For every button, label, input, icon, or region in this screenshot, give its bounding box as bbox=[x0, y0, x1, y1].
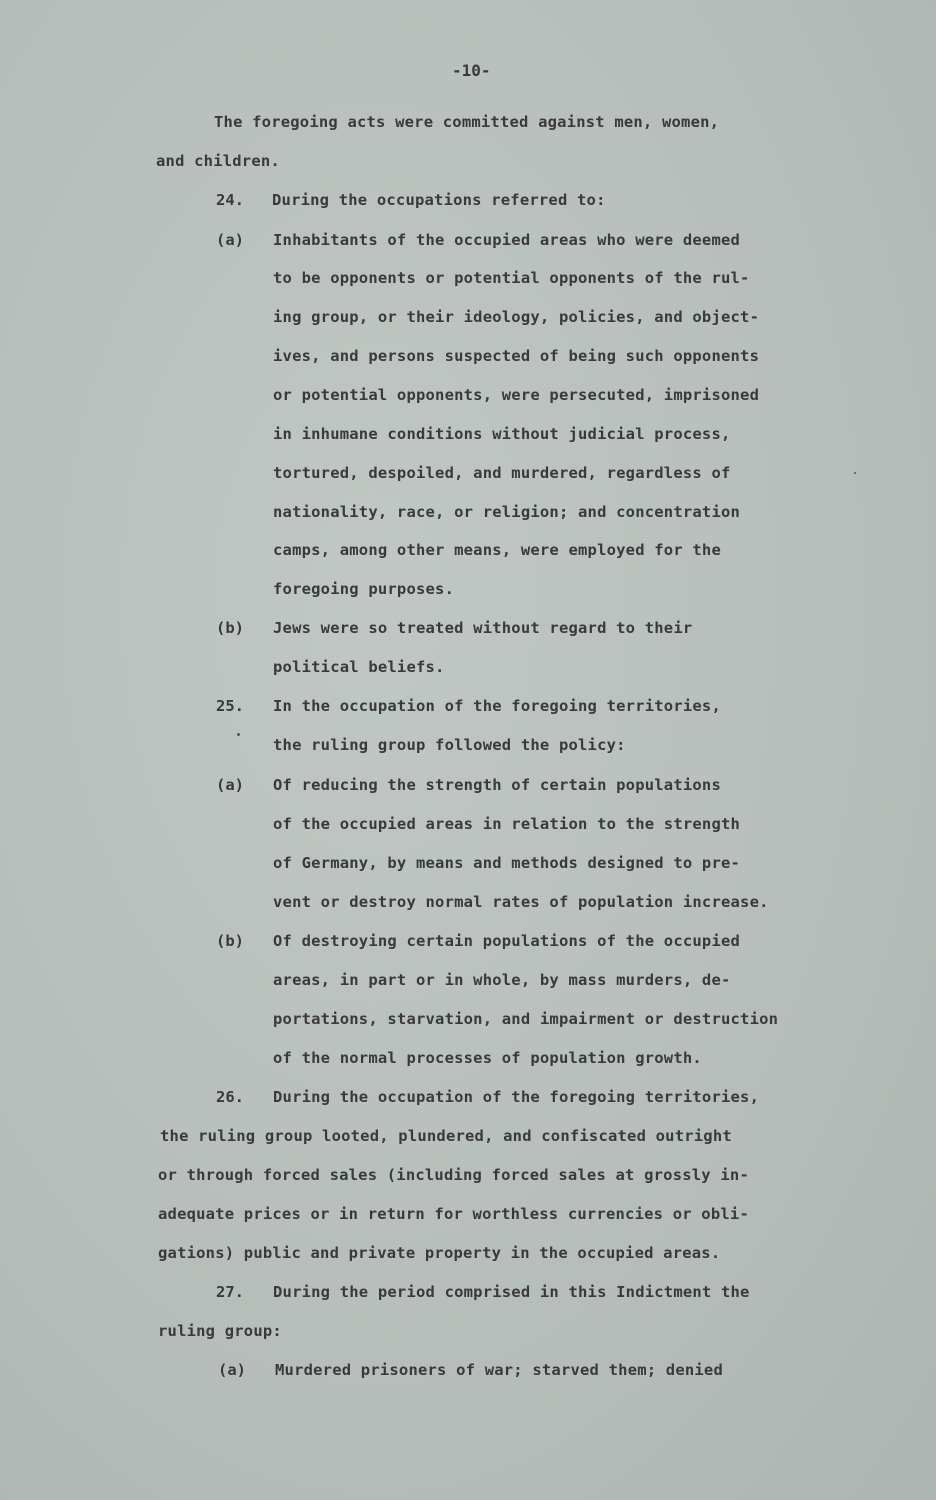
text-line: In the occupation of the foregoing territories, bbox=[273, 697, 721, 715]
text-line: portations, starvation, and impairment or destruction bbox=[273, 1010, 779, 1028]
text-line: in inhumane conditions without judicial process, bbox=[273, 425, 731, 443]
text-line: During the occupation of the foregoing territories, bbox=[273, 1088, 760, 1106]
text-line: The foregoing acts were committed against men, women, bbox=[214, 113, 720, 131]
text-line: areas, in part or in whole, by mass murders, de- bbox=[273, 971, 731, 989]
text-line: During the occupations referred to: bbox=[272, 191, 606, 209]
subparagraph-label: (a) bbox=[216, 776, 244, 794]
text-line: Of destroying certain populations of the occupied bbox=[273, 932, 741, 950]
text-line: Jews were so treated without regard to their bbox=[273, 619, 693, 637]
subparagraph-label: (b) bbox=[216, 932, 244, 950]
subparagraph-label: (b) bbox=[216, 619, 244, 637]
paragraph-number: 26. bbox=[216, 1088, 244, 1106]
text-line: ives, and persons suspected of being such opponents bbox=[273, 347, 760, 365]
text-line: and children. bbox=[156, 152, 280, 170]
text-line: vent or destroy normal rates of population increase. bbox=[273, 893, 769, 911]
text-line: ruling group: bbox=[158, 1322, 282, 1340]
text-line: tortured, despoiled, and murdered, regardless of bbox=[273, 464, 731, 482]
text-line: During the period comprised in this Indictment the bbox=[273, 1283, 750, 1301]
text-line: or potential opponents, were persecuted, imprisoned bbox=[273, 386, 760, 404]
text-line: of the normal processes of population growth. bbox=[273, 1049, 702, 1067]
text-line: Of reducing the strength of certain populations bbox=[273, 776, 721, 794]
text-line: or through forced sales (including forced sales at grossly in- bbox=[158, 1166, 749, 1184]
text-line: adequate prices or in return for worthless currencies or obli- bbox=[158, 1205, 749, 1223]
text-line: the ruling group followed the policy: bbox=[273, 736, 626, 754]
text-line: Murdered prisoners of war; starved them; denied bbox=[275, 1361, 723, 1379]
page-number: -10- bbox=[452, 61, 491, 80]
text-line: political beliefs. bbox=[273, 658, 445, 676]
text-line: of the occupied areas in relation to the strength bbox=[273, 815, 741, 833]
text-line: to be opponents or potential opponents of the rul- bbox=[273, 269, 750, 287]
subparagraph-label: (a) bbox=[218, 1361, 246, 1379]
text-line: ing group, or their ideology, policies, and object- bbox=[273, 308, 760, 326]
paragraph-number: 24. bbox=[216, 191, 244, 209]
text-line: gations) public and private property in the occupied areas. bbox=[158, 1244, 721, 1262]
paper-speck bbox=[237, 733, 240, 736]
text-line: the ruling group looted, plundered, and confiscated outright bbox=[160, 1127, 732, 1145]
paragraph-number: 27. bbox=[216, 1283, 244, 1301]
paragraph-number: 25. bbox=[216, 697, 244, 715]
text-line: camps, among other means, were employed for the bbox=[273, 541, 721, 559]
text-line: nationality, race, or religion; and concentration bbox=[273, 503, 741, 521]
text-line: Inhabitants of the occupied areas who were deemed bbox=[273, 231, 741, 249]
subparagraph-label: (a) bbox=[216, 231, 244, 249]
paper-speck bbox=[854, 472, 856, 474]
text-line: foregoing purposes. bbox=[273, 580, 455, 598]
text-line: of Germany, by means and methods designed to pre- bbox=[273, 854, 741, 872]
